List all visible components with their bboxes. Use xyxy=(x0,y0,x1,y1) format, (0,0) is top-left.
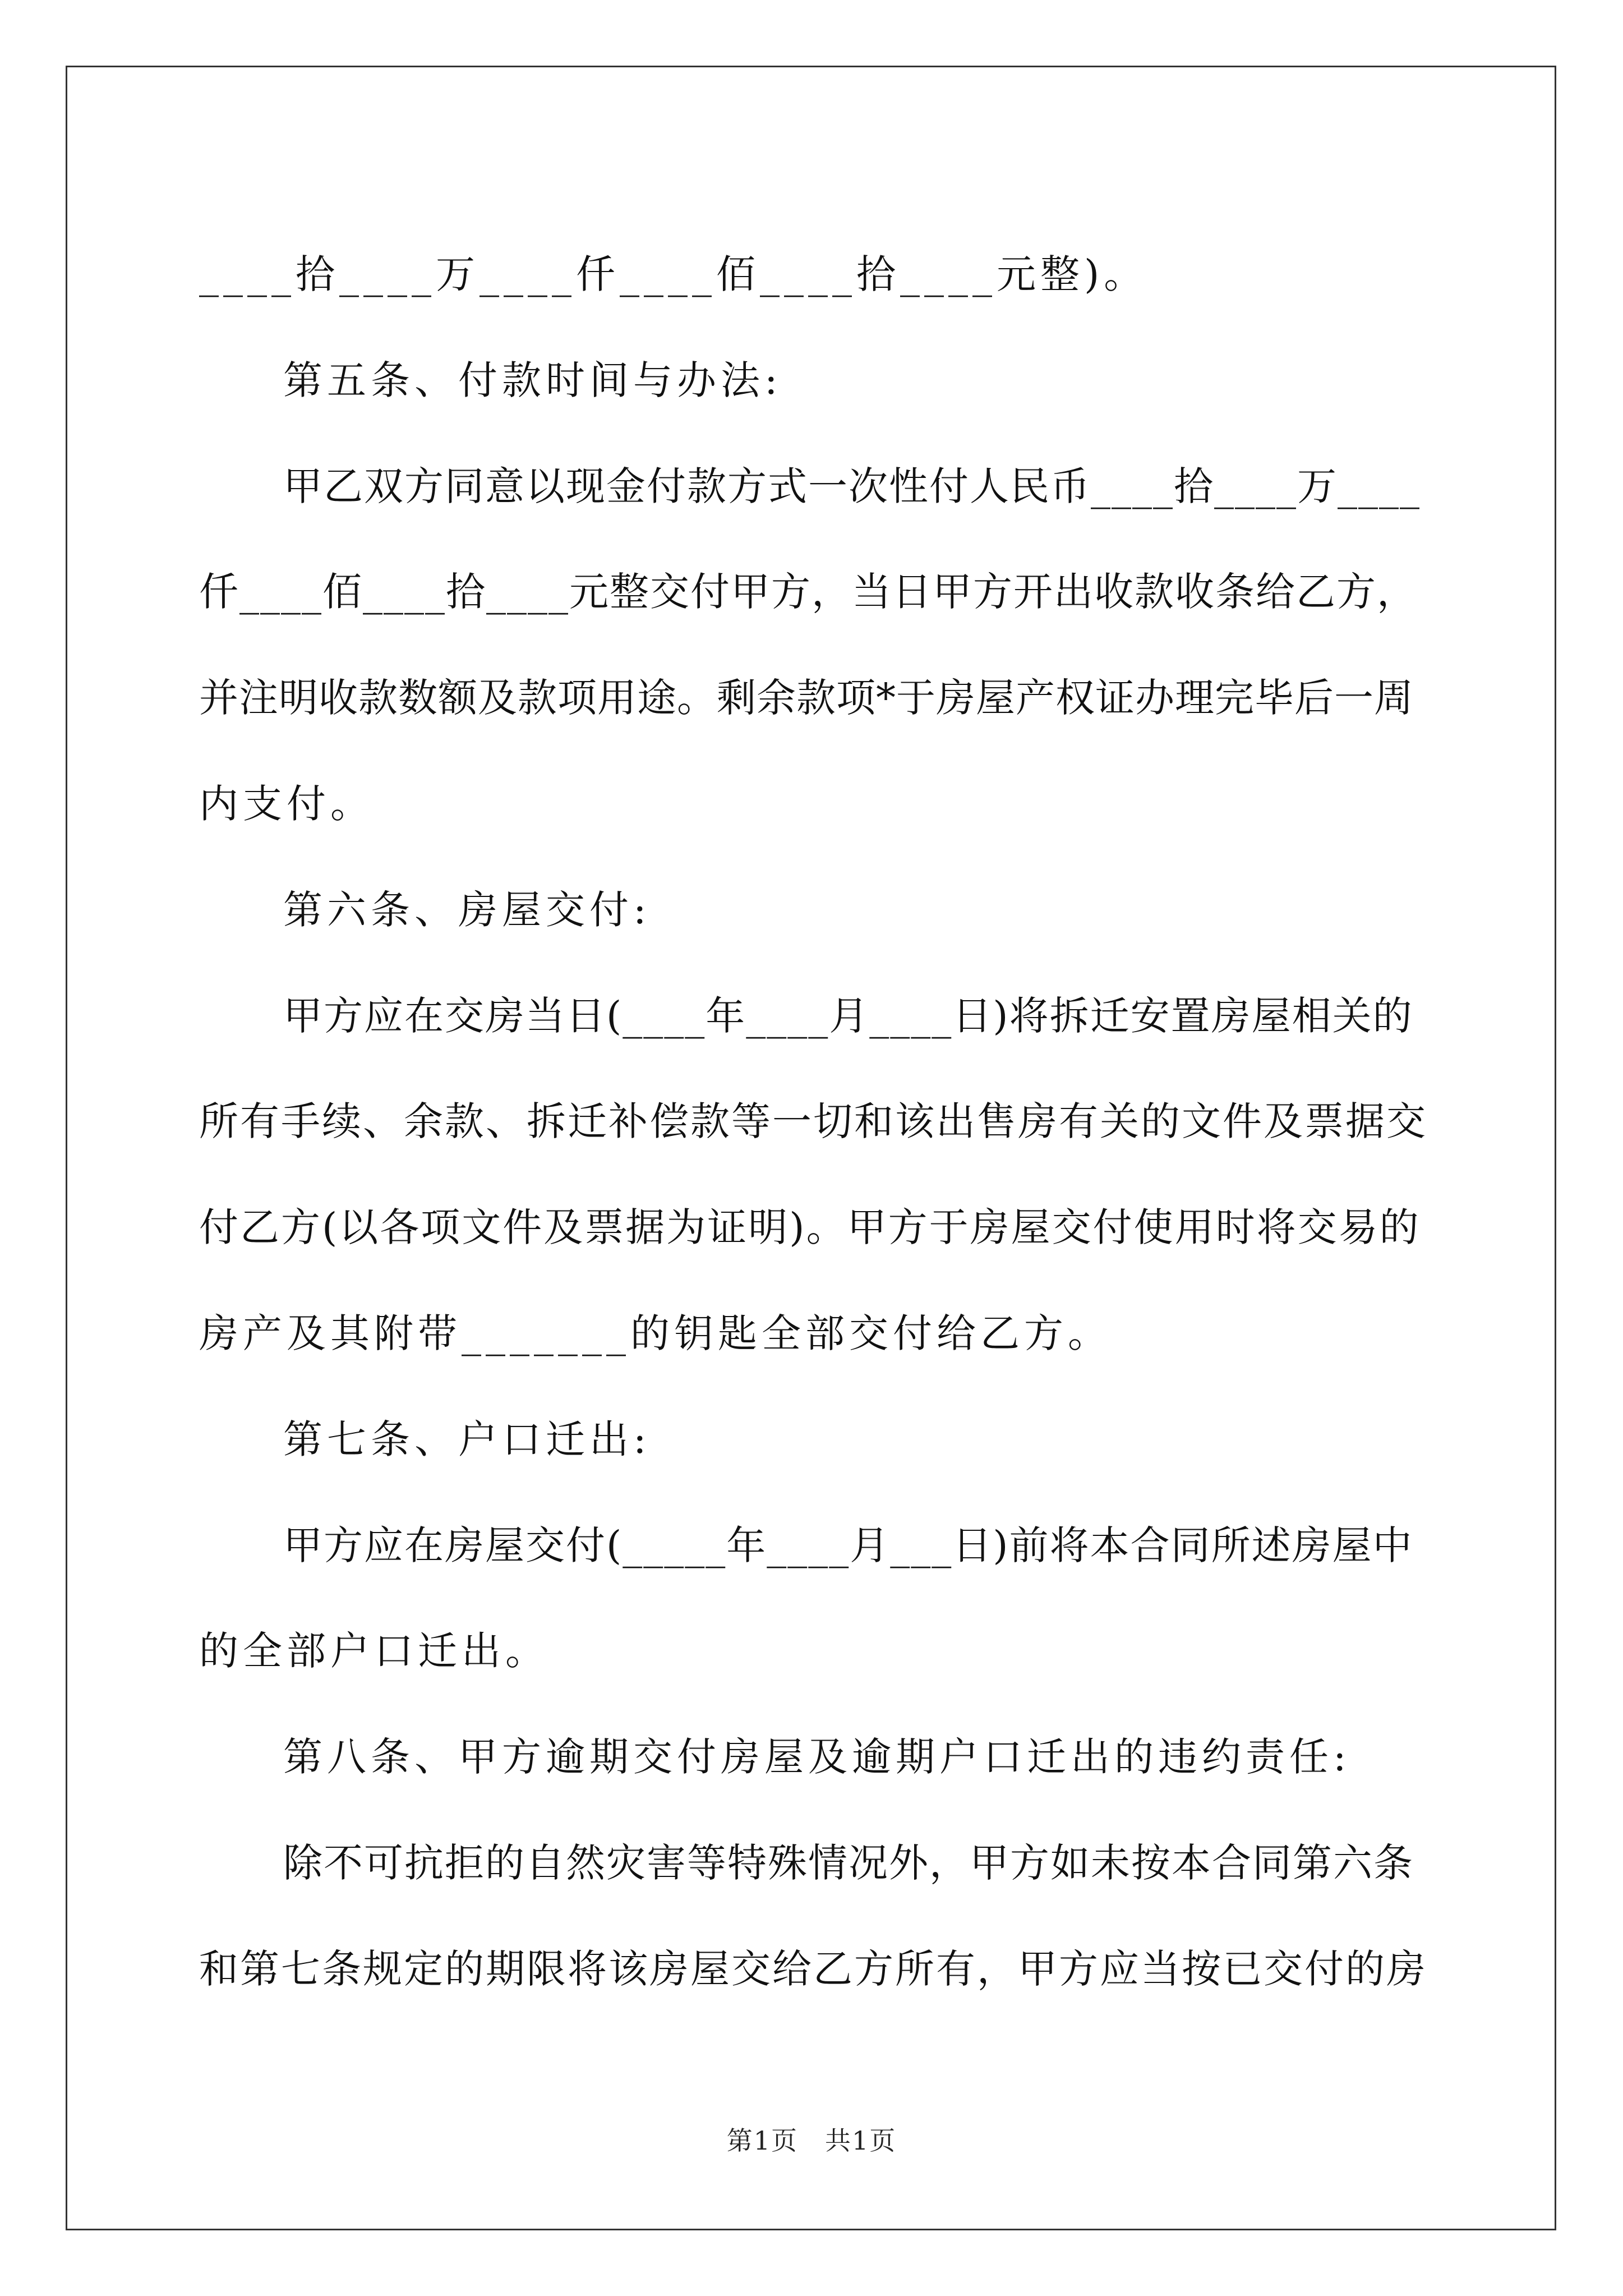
paragraph xyxy=(199,1810,1427,2022)
paragraph xyxy=(199,434,1427,857)
text-line: 仟____佰____拾____元整交付甲方，当日甲方开出收款收条给乙方， xyxy=(199,569,1417,615)
paragraph xyxy=(199,222,1427,328)
article-heading xyxy=(199,1704,1427,1810)
page-number-footer: 第1页 共1页 xyxy=(726,2125,897,2156)
article-heading xyxy=(199,328,1427,434)
text-line: 甲方应在房屋交付(_____年____月___日)前将本合同所述房屋中 xyxy=(283,1522,1413,1568)
text-line: 并注明收款数额及款项用途。剩余款项*于房屋产权证办理完毕后一周 xyxy=(199,675,1414,721)
text-line: 第七条、户口迁出: xyxy=(283,1416,651,1462)
text-line: 房产及其附带_______的钥匙全部交付给乙方。 xyxy=(199,1310,1112,1356)
text-line: 所有手续、余款、拆迁补偿款等一切和该出售房有关的文件及票据交 xyxy=(199,1098,1427,1145)
document-body xyxy=(199,222,1427,2022)
text-line: 的全部户口迁出。 xyxy=(199,1628,549,1674)
article-heading xyxy=(199,857,1427,963)
text-line: 第六条、房屋交付: xyxy=(283,886,651,933)
text-line: 付乙方(以各项文件及票据为证明)。甲方于房屋交付使用时将交易的 xyxy=(199,1204,1421,1251)
text-line: 除不可抗拒的自然灾害等特殊情况外，甲方如未按本合同第六条 xyxy=(283,1839,1414,1886)
text-line: 甲方应在交房当日(____年____月____日)将拆迁安置房屋相关的 xyxy=(283,992,1413,1039)
text-line: 内支付。 xyxy=(199,780,374,827)
text-line: 和第七条规定的期限将该房屋交给乙方所有，甲方应当按已交付的房 xyxy=(199,1945,1427,1992)
text-line: 甲乙双方同意以现金付款方式一次性付人民币____拾____万____ xyxy=(283,463,1421,509)
text-line: 第八条、甲方逾期交付房屋及逾期户口迁出的违约责任: xyxy=(283,1734,1351,1780)
paragraph xyxy=(199,1493,1427,1705)
article-heading xyxy=(199,1387,1427,1493)
text-line: ____拾____万____仟____佰____拾____元整)。 xyxy=(199,251,1148,297)
paragraph xyxy=(199,963,1427,1387)
text-line: 第五条、付款时间与办法: xyxy=(283,357,782,403)
